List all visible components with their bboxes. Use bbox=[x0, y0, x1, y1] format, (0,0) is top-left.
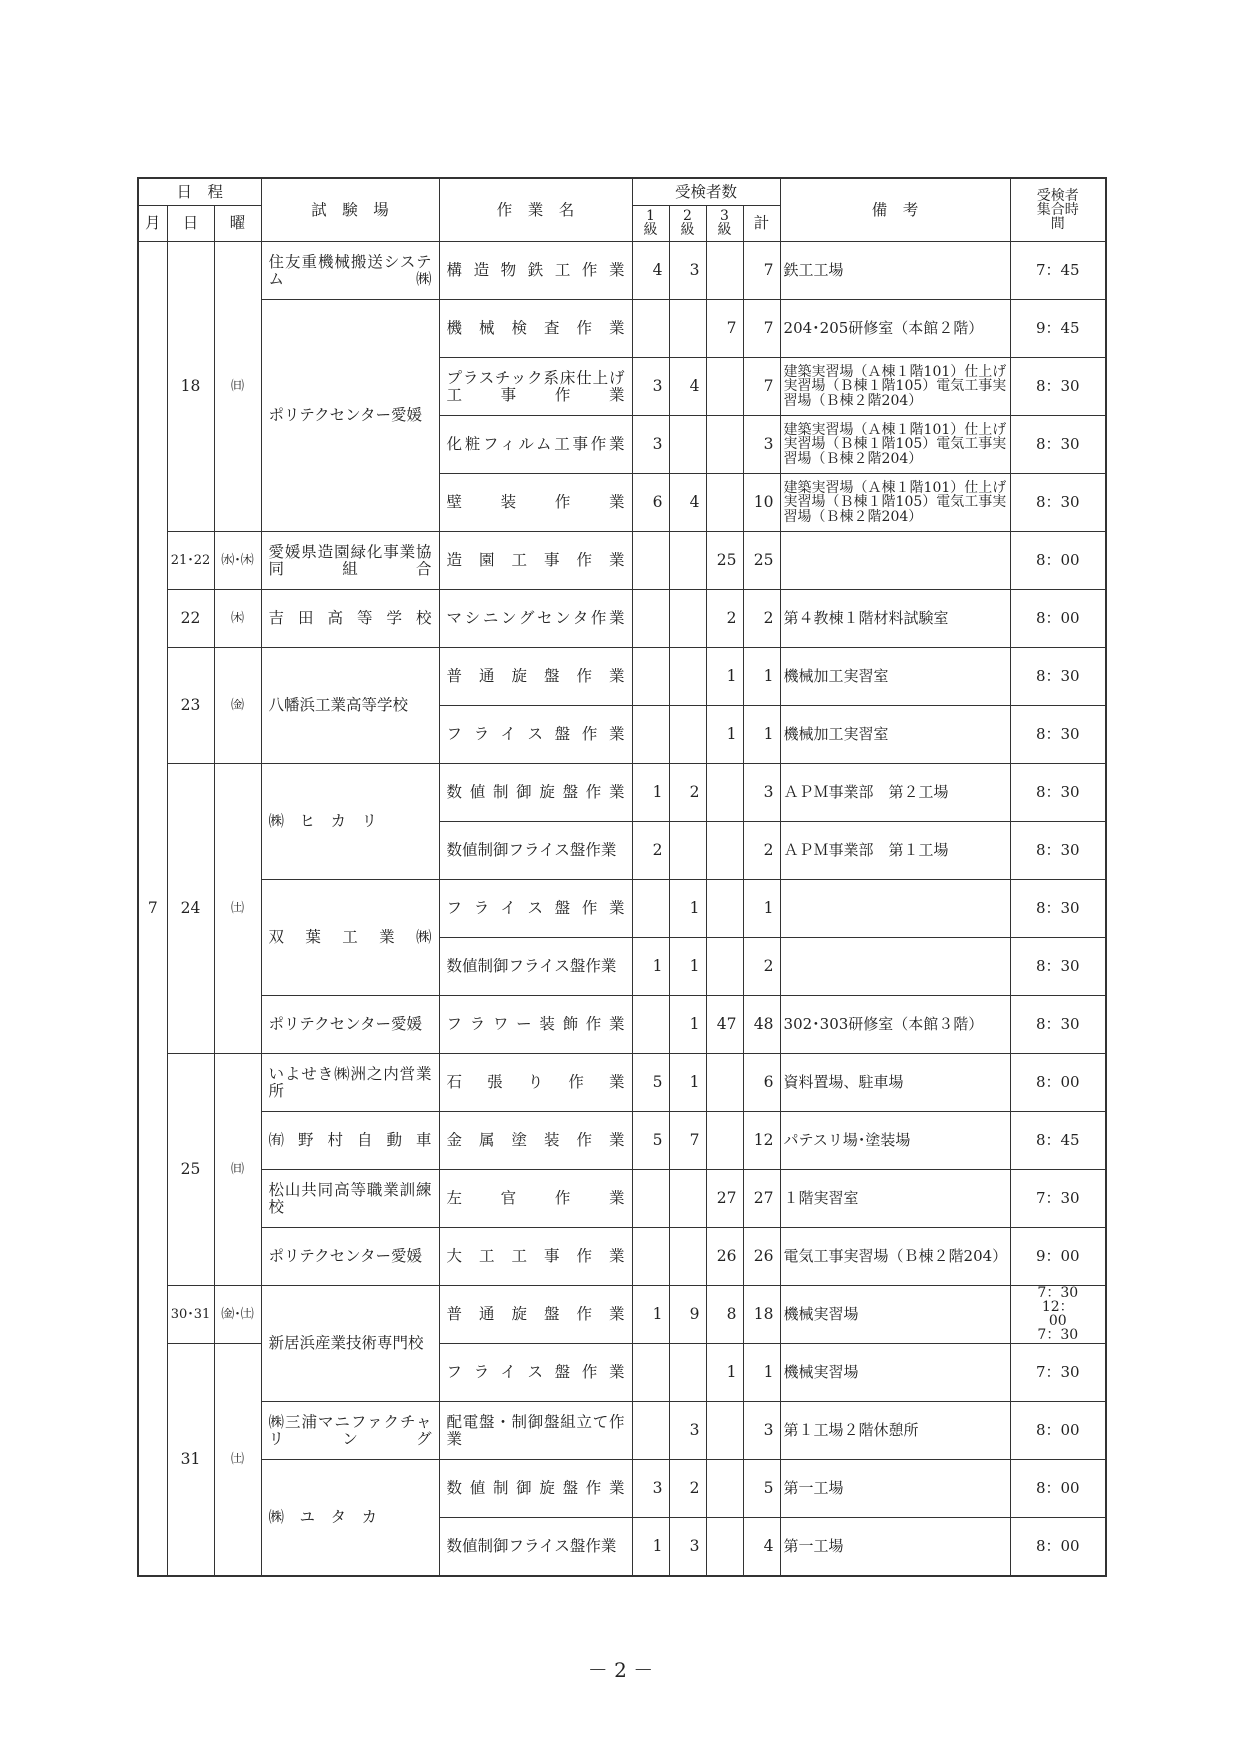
total-count: 2 bbox=[743, 590, 780, 648]
remarks-cell: 第一工場 bbox=[780, 1460, 1010, 1518]
job-cell: マシニングセンタ作業 bbox=[439, 590, 632, 648]
header-grade2: 2級 bbox=[680, 208, 695, 239]
assembly-time: 8：00 bbox=[1010, 532, 1106, 590]
assembly-time: 7：30 bbox=[1010, 1344, 1106, 1402]
table-row bbox=[138, 880, 1106, 938]
grade2-count: 1 bbox=[669, 880, 706, 938]
grade2-count: 1 bbox=[669, 1054, 706, 1112]
header-examinees: 受検者数 bbox=[632, 178, 780, 206]
venue-cell: いよせき㈱洲之内営業所 bbox=[261, 1054, 439, 1112]
remarks-cell: 機械実習場 bbox=[780, 1286, 1010, 1344]
grade1-count: 1 bbox=[632, 1286, 669, 1344]
grade2-count: 4 bbox=[669, 358, 706, 416]
remarks-cell: 建築実習場（Ａ棟１階101）仕上げ実習場（Ｂ棟１階105）電気工事実習場（Ｂ棟２階204） bbox=[780, 474, 1010, 532]
total-count: 3 bbox=[743, 1402, 780, 1460]
grade2-count: 2 bbox=[669, 764, 706, 822]
header-venue: 試 験 場 bbox=[261, 178, 439, 242]
grade2-count: 7 bbox=[669, 1112, 706, 1170]
total-count: 1 bbox=[743, 880, 780, 938]
grade1-count: 1 bbox=[632, 764, 669, 822]
header-schedule: 日 程 bbox=[138, 178, 261, 206]
assembly-time: 8：30 bbox=[1010, 938, 1106, 996]
assembly-time: 7：30 bbox=[1010, 1170, 1106, 1228]
job-cell: フライス盤作業 bbox=[439, 880, 632, 938]
remarks-cell: 機械加工実習室 bbox=[780, 648, 1010, 706]
assembly-time: 8：00 bbox=[1010, 590, 1106, 648]
day-cell: 30･31 bbox=[167, 1286, 214, 1344]
weekday-cell: ㈯ bbox=[214, 1344, 261, 1577]
assembly-time: 8：45 bbox=[1010, 1112, 1106, 1170]
job-cell: 化粧フィルム工事作業 bbox=[439, 416, 632, 474]
grade2-count: 3 bbox=[669, 1402, 706, 1460]
remarks-cell: 資料置場、駐車場 bbox=[780, 1054, 1010, 1112]
table-row bbox=[138, 1228, 1106, 1286]
total-count: 27 bbox=[743, 1170, 780, 1228]
assembly-time: 8：30 bbox=[1010, 706, 1106, 764]
total-count: 2 bbox=[743, 822, 780, 880]
grade1-count bbox=[632, 590, 669, 648]
grade3-count: 2 bbox=[706, 590, 743, 648]
total-count: 18 bbox=[743, 1286, 780, 1344]
remarks-cell bbox=[780, 532, 1010, 590]
day-cell: 24 bbox=[167, 764, 214, 1054]
grade1-count: 1 bbox=[632, 938, 669, 996]
venue-cell: 住友重機械搬送システム㈱ bbox=[261, 242, 439, 300]
assembly-time: 9：45 bbox=[1010, 300, 1106, 358]
grade3-count bbox=[706, 1518, 743, 1577]
grade3-count: 8 bbox=[706, 1286, 743, 1344]
header-day: 日 bbox=[167, 206, 214, 242]
remarks-cell: 電気工事実習場（Ｂ棟２階204） bbox=[780, 1228, 1010, 1286]
job-cell: 普通旋盤作業 bbox=[439, 1286, 632, 1344]
grade1-count: 3 bbox=[632, 416, 669, 474]
remarks-cell bbox=[780, 880, 1010, 938]
assembly-time: 8：30 bbox=[1010, 358, 1106, 416]
venue-cell: ポリテクセンター愛媛 bbox=[261, 1228, 439, 1286]
remarks-cell: 機械加工実習室 bbox=[780, 706, 1010, 764]
total-count: 7 bbox=[743, 358, 780, 416]
grade2-count: 2 bbox=[669, 1460, 706, 1518]
total-count: 4 bbox=[743, 1518, 780, 1577]
total-count: 7 bbox=[743, 242, 780, 300]
weekday-cell: ㈰ bbox=[214, 1054, 261, 1286]
table-row bbox=[138, 1170, 1106, 1228]
grade1-count bbox=[632, 1344, 669, 1402]
grade1-count bbox=[632, 880, 669, 938]
weekday-cell: ㈭ bbox=[214, 590, 261, 648]
grade3-count: 1 bbox=[706, 1344, 743, 1402]
weekday-cell: ㈰ bbox=[214, 242, 261, 532]
table-row bbox=[138, 1460, 1106, 1518]
grade1-count bbox=[632, 1402, 669, 1460]
header-weekday: 曜 bbox=[214, 206, 261, 242]
total-count: 6 bbox=[743, 1054, 780, 1112]
remarks-cell: 鉄工工場 bbox=[780, 242, 1010, 300]
grade3-count bbox=[706, 822, 743, 880]
assembly-time: 8：30 bbox=[1010, 822, 1106, 880]
assembly-time: 8：00 bbox=[1010, 1518, 1106, 1577]
grade3-count bbox=[706, 358, 743, 416]
remarks-cell: 建築実習場（Ａ棟１階101）仕上げ実習場（Ｂ棟１階105）電気工事実習場（Ｂ棟２階204） bbox=[780, 358, 1010, 416]
grade3-count bbox=[706, 938, 743, 996]
grade3-count: 27 bbox=[706, 1170, 743, 1228]
day-cell: 22 bbox=[167, 590, 214, 648]
grade3-count bbox=[706, 880, 743, 938]
day-cell: 31 bbox=[167, 1344, 214, 1577]
grade2-count bbox=[669, 532, 706, 590]
grade3-count bbox=[706, 1460, 743, 1518]
total-count: 7 bbox=[743, 300, 780, 358]
remarks-cell: 第１工場２階休憩所 bbox=[780, 1402, 1010, 1460]
table-row bbox=[138, 648, 1106, 706]
grade1-count bbox=[632, 1170, 669, 1228]
grade2-count: 3 bbox=[669, 242, 706, 300]
weekday-cell: ㈬･㈭ bbox=[214, 532, 261, 590]
grade3-count bbox=[706, 474, 743, 532]
weekday-cell: ㈮ bbox=[214, 648, 261, 764]
assembly-time: 8：30 bbox=[1010, 996, 1106, 1054]
grade3-count bbox=[706, 764, 743, 822]
job-cell: 大工工事作業 bbox=[439, 1228, 632, 1286]
remarks-cell: ＡＰＭ事業部 第１工場 bbox=[780, 822, 1010, 880]
grade1-count bbox=[632, 532, 669, 590]
exam-schedule-table bbox=[137, 177, 1107, 1577]
header-total: 計 bbox=[743, 206, 780, 242]
grade2-count: 1 bbox=[669, 938, 706, 996]
remarks-cell bbox=[780, 938, 1010, 996]
page-number: － 2 － bbox=[587, 1658, 654, 1682]
total-count: 3 bbox=[743, 764, 780, 822]
grade2-count bbox=[669, 590, 706, 648]
assembly-time: 8：30 bbox=[1010, 416, 1106, 474]
header-grade3: 3級 bbox=[717, 208, 732, 239]
venue-cell: 松山共同高等職業訓練校 bbox=[261, 1170, 439, 1228]
job-cell: 数値制御フライス盤作業 bbox=[439, 1518, 632, 1577]
grade1-count bbox=[632, 1228, 669, 1286]
grade1-count: 1 bbox=[632, 1518, 669, 1577]
total-count: 5 bbox=[743, 1460, 780, 1518]
table-row bbox=[138, 1402, 1106, 1460]
header-month: 月 bbox=[138, 206, 167, 242]
venue-cell: 吉田高等学校 bbox=[261, 590, 439, 648]
venue-cell: ㈱ ユ タ カ bbox=[261, 1460, 439, 1577]
remarks-cell: 302･303研修室（本館３階） bbox=[780, 996, 1010, 1054]
job-cell: 構造物鉄工作業 bbox=[439, 242, 632, 300]
grade2-count: 3 bbox=[669, 1518, 706, 1577]
month-cell: 7 bbox=[138, 242, 167, 1577]
venue-cell: ㈱三浦マニファクチャリング bbox=[261, 1402, 439, 1460]
job-cell: フライス盤作業 bbox=[439, 1344, 632, 1402]
grade2-count bbox=[669, 416, 706, 474]
grade2-count: 9 bbox=[669, 1286, 706, 1344]
job-cell: 数値制御フライス盤作業 bbox=[439, 822, 632, 880]
grade3-count bbox=[706, 416, 743, 474]
grade1-count bbox=[632, 648, 669, 706]
total-count: 25 bbox=[743, 532, 780, 590]
job-cell: 数値制御フライス盤作業 bbox=[439, 938, 632, 996]
job-cell: フライス盤作業 bbox=[439, 706, 632, 764]
header-grade1: 1級 bbox=[643, 208, 658, 239]
grade1-count: 2 bbox=[632, 822, 669, 880]
grade3-count: 1 bbox=[706, 706, 743, 764]
job-cell: 造園工事作業 bbox=[439, 532, 632, 590]
grade3-count bbox=[706, 1054, 743, 1112]
grade3-count: 7 bbox=[706, 300, 743, 358]
grade1-count bbox=[632, 996, 669, 1054]
table-row bbox=[138, 300, 1106, 358]
grade3-count: 25 bbox=[706, 532, 743, 590]
venue-cell: ポリテクセンター愛媛 bbox=[261, 996, 439, 1054]
venue-cell: ㈱ ヒ カ リ bbox=[261, 764, 439, 880]
total-count: 1 bbox=[743, 706, 780, 764]
assembly-time: 8：30 bbox=[1010, 474, 1106, 532]
table-row bbox=[138, 764, 1106, 822]
table-row bbox=[138, 996, 1106, 1054]
remarks-cell: 建築実習場（Ａ棟１階101）仕上げ実習場（Ｂ棟１階105）電気工事実習場（Ｂ棟２階204） bbox=[780, 416, 1010, 474]
grade1-count: 5 bbox=[632, 1054, 669, 1112]
grade1-count bbox=[632, 706, 669, 764]
grade3-count: 47 bbox=[706, 996, 743, 1054]
grade2-count: 4 bbox=[669, 474, 706, 532]
grade2-count bbox=[669, 300, 706, 358]
total-count: 1 bbox=[743, 648, 780, 706]
remarks-cell: パテスリ場･塗装場 bbox=[780, 1112, 1010, 1170]
grade2-count bbox=[669, 706, 706, 764]
grade3-count bbox=[706, 1112, 743, 1170]
grade1-count: 3 bbox=[632, 358, 669, 416]
venue-cell: 双葉工業㈱ bbox=[261, 880, 439, 996]
job-cell: 数値制御旋盤作業 bbox=[439, 1460, 632, 1518]
job-cell: 普通旋盤作業 bbox=[439, 648, 632, 706]
job-cell: 数値制御旋盤作業 bbox=[439, 764, 632, 822]
assembly-time: 8：30 bbox=[1010, 764, 1106, 822]
job-cell: フラワー装飾作業 bbox=[439, 996, 632, 1054]
job-cell: 配電盤・制御盤組立て作業 bbox=[439, 1402, 632, 1460]
assembly-time: 7：30 12：00 7：30 bbox=[1037, 1285, 1079, 1344]
venue-cell: 新居浜産業技術専門校 bbox=[261, 1286, 439, 1402]
assembly-time: 8：30 bbox=[1010, 648, 1106, 706]
grade1-count bbox=[632, 300, 669, 358]
grade2-count: 1 bbox=[669, 996, 706, 1054]
job-cell: 石張り作業 bbox=[439, 1054, 632, 1112]
venue-cell: 愛媛県造園緑化事業協同組合 bbox=[261, 532, 439, 590]
day-cell: 25 bbox=[167, 1054, 214, 1286]
assembly-time: 8：00 bbox=[1010, 1402, 1106, 1460]
grade3-count: 1 bbox=[706, 648, 743, 706]
remarks-cell: 機械実習場 bbox=[780, 1344, 1010, 1402]
assembly-time: 8：00 bbox=[1010, 1054, 1106, 1112]
assembly-time: 8：30 bbox=[1010, 880, 1106, 938]
grade1-count: 6 bbox=[632, 474, 669, 532]
grade2-count bbox=[669, 822, 706, 880]
grade1-count: 5 bbox=[632, 1112, 669, 1170]
day-cell: 18 bbox=[167, 242, 214, 532]
grade2-count bbox=[669, 1344, 706, 1402]
remarks-cell: 第一工場 bbox=[780, 1518, 1010, 1577]
day-cell: 21･22 bbox=[167, 532, 214, 590]
weekday-cell: ㈯ bbox=[214, 764, 261, 1054]
table-row bbox=[138, 590, 1106, 648]
assembly-time: 7：45 bbox=[1010, 242, 1106, 300]
job-cell: 機械検査作業 bbox=[439, 300, 632, 358]
grade2-count bbox=[669, 1170, 706, 1228]
header-job: 作 業 名 bbox=[439, 178, 632, 242]
total-count: 1 bbox=[743, 1344, 780, 1402]
table-row bbox=[138, 242, 1106, 300]
total-count: 48 bbox=[743, 996, 780, 1054]
job-cell: 壁装作業 bbox=[439, 474, 632, 532]
venue-cell: 八幡浜工業高等学校 bbox=[261, 648, 439, 764]
grade1-count: 4 bbox=[632, 242, 669, 300]
table-row bbox=[138, 1054, 1106, 1112]
weekday-cell: ㈮･㈯ bbox=[214, 1286, 261, 1344]
job-cell: プラスチック系床仕上げ工事作業 bbox=[439, 358, 632, 416]
job-cell: 左官作業 bbox=[439, 1170, 632, 1228]
remarks-cell: 204･205研修室（本館２階） bbox=[780, 300, 1010, 358]
remarks-cell: ＡＰＭ事業部 第２工場 bbox=[780, 764, 1010, 822]
grade2-count bbox=[669, 648, 706, 706]
total-count: 10 bbox=[743, 474, 780, 532]
table-row bbox=[138, 1112, 1106, 1170]
table-row bbox=[138, 1286, 1106, 1344]
remarks-cell: 第４教棟１階材料試験室 bbox=[780, 590, 1010, 648]
venue-cell: ㈲野村自動車 bbox=[261, 1112, 439, 1170]
job-cell: 金属塗装作業 bbox=[439, 1112, 632, 1170]
total-count: 12 bbox=[743, 1112, 780, 1170]
total-count: 2 bbox=[743, 938, 780, 996]
grade3-count bbox=[706, 1402, 743, 1460]
day-cell: 23 bbox=[167, 648, 214, 764]
venue-cell: ポリテクセンター愛媛 bbox=[261, 300, 439, 532]
total-count: 3 bbox=[743, 416, 780, 474]
table-row bbox=[138, 532, 1106, 590]
assembly-time: 9：00 bbox=[1010, 1228, 1106, 1286]
header-assembly-time: 受検者集合時間 bbox=[1036, 187, 1079, 232]
remarks-cell: １階実習室 bbox=[780, 1170, 1010, 1228]
total-count: 26 bbox=[743, 1228, 780, 1286]
grade3-count bbox=[706, 242, 743, 300]
grade3-count: 26 bbox=[706, 1228, 743, 1286]
assembly-time: 8：00 bbox=[1010, 1460, 1106, 1518]
grade1-count: 3 bbox=[632, 1460, 669, 1518]
grade2-count bbox=[669, 1228, 706, 1286]
header-remarks: 備 考 bbox=[780, 178, 1010, 242]
